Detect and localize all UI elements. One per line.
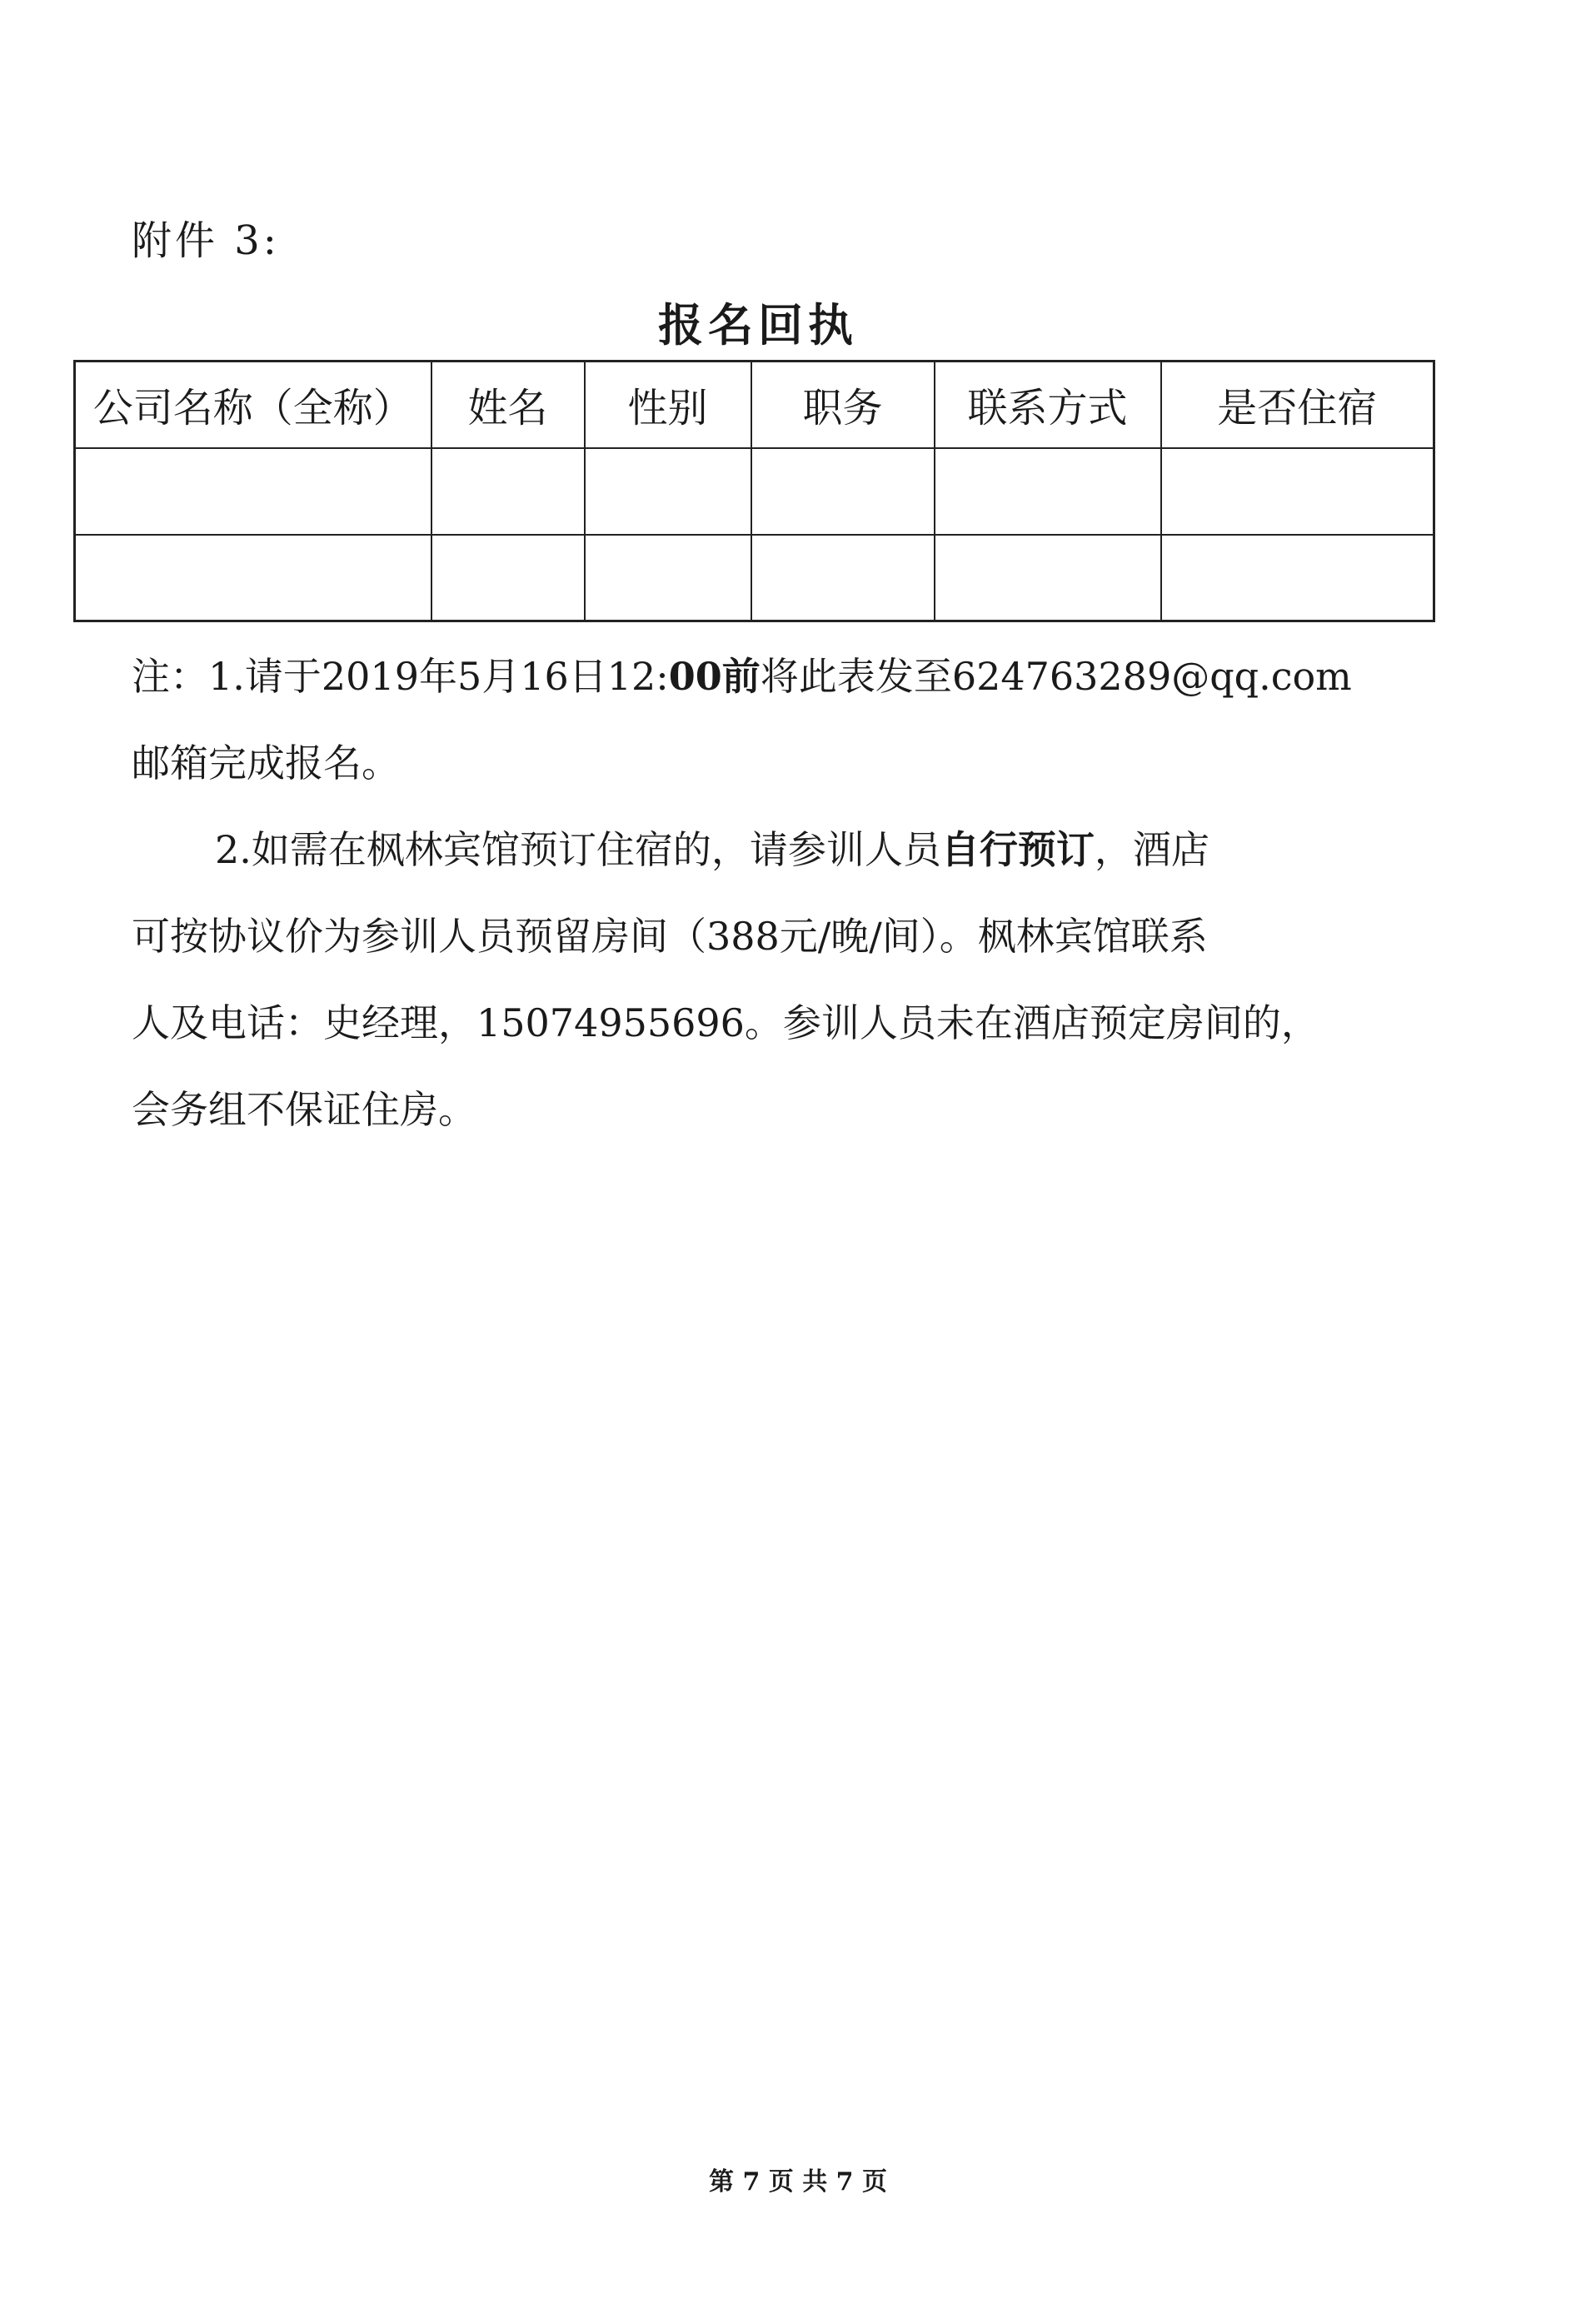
column-header-accommodation: 是否住宿: [1161, 362, 1434, 448]
note-2-emphasis: 自行预订: [940, 827, 1095, 872]
table-cell[interactable]: [75, 535, 431, 621]
page-title: 报名回执: [658, 298, 858, 352]
registration-table: [73, 360, 1435, 622]
table-cell[interactable]: [585, 448, 751, 535]
note-2-text-c: ，酒店: [1094, 827, 1209, 872]
note-1-line-1: [132, 633, 1398, 720]
table-cell[interactable]: [1161, 448, 1434, 535]
note-2-line-2: 可按协议价为参训人员预留房间（388元/晚/间）。枫林宾馆联系: [132, 914, 1208, 959]
attachment-label: 附件 3:: [132, 217, 280, 264]
note-1-email-text: 将此表发至624763289@qq.com: [760, 654, 1352, 699]
table-cell[interactable]: [431, 535, 585, 621]
table-cell[interactable]: [585, 535, 751, 621]
table-cell[interactable]: [75, 448, 431, 535]
note-2-line-3: 人及电话：史经理，15074955696。参训人员未在酒店预定房间的，: [132, 1000, 1319, 1045]
note-2-line-4: 会务组不保证住房。: [132, 1087, 476, 1132]
note-2-text-a: 2.如需在枫林宾馆预订住宿的，请参训人员: [215, 827, 941, 872]
note-1-line-2: 邮箱完成报名。: [132, 741, 400, 785]
table-cell[interactable]: [935, 535, 1161, 621]
column-header-contact: 联系方式: [935, 362, 1161, 448]
table-header-row: [75, 362, 1434, 448]
column-header-name: 姓名: [431, 362, 585, 448]
note-1-text-a: 注：1.请于2019年5月16日12:: [132, 654, 669, 699]
table-cell[interactable]: [431, 448, 585, 535]
table-row: [75, 448, 1434, 535]
column-header-company: 公司名称（全称）: [75, 362, 431, 448]
table-cell[interactable]: [751, 535, 935, 621]
note-1-text-b: 00前: [668, 654, 761, 699]
column-header-gender: 性别: [585, 362, 751, 448]
page-footer: 第 7 页 共 7 页: [709, 2167, 887, 2197]
table-row: [75, 535, 1434, 621]
note-2-line-1: [132, 806, 1398, 893]
table-cell[interactable]: [751, 448, 935, 535]
table-cell[interactable]: [935, 448, 1161, 535]
table-cell[interactable]: [1161, 535, 1434, 621]
notes-section: [132, 633, 1398, 1153]
column-header-position: 职务: [751, 362, 935, 448]
